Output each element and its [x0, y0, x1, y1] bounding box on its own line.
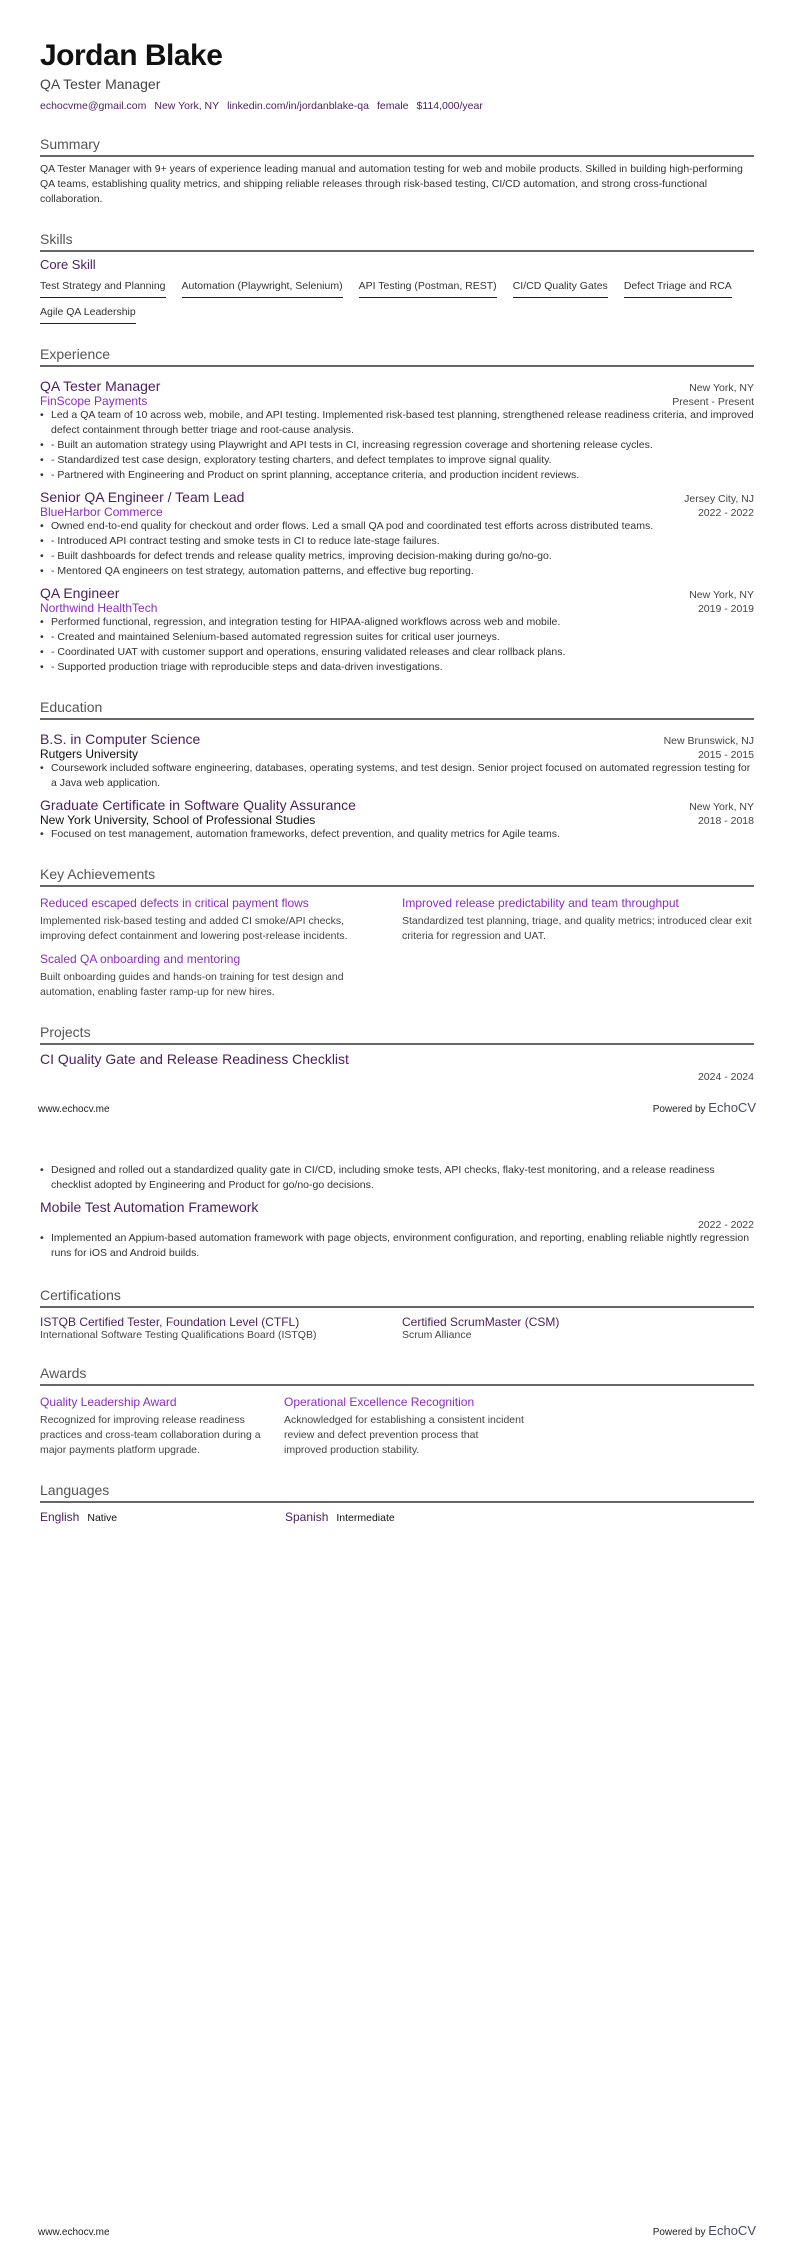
job-entry — [40, 483, 754, 579]
resume-page-2 — [0, 1123, 794, 2246]
achievement-title: Improved release predictability and team throughput — [402, 896, 679, 910]
education-bullet: • Focused on test management, automation frameworks, defect prevention, and quality metrics for Agile teams. — [40, 827, 754, 842]
language-item — [40, 1508, 285, 1526]
job-bullet: • - Built dashboards for defect trends and release quality metrics, improving decision-making during go/no-go. — [40, 549, 754, 564]
job-bullet: • - Built an automation strategy using Playwright and API tests in CI, increasing regression coverage and shortening release cycles. — [40, 438, 754, 453]
education-bullet: • Coursework included software engineering, databases, operating systems, and test design. Senior project focused on automated regression testing for a Java web application. — [40, 761, 754, 791]
achievement-desc: Standardized test planning, triage, and quality metrics; introduced clear exit criteria for regression and UAT. — [402, 915, 752, 942]
awards-section — [40, 1365, 754, 1458]
job-bullet: • - Supported production triage with reproducible steps and data-driven investigations. — [40, 660, 754, 675]
experience-section — [40, 346, 754, 675]
job-location: New York, NY — [689, 382, 754, 394]
page-footer — [38, 1100, 756, 1115]
projects-section — [40, 1024, 754, 1083]
language-item — [285, 1508, 530, 1526]
candidate-name: Jordan Blake — [40, 39, 223, 72]
certifications-section — [40, 1287, 754, 1341]
language-level: Intermediate — [336, 1512, 395, 1524]
skill-group-title: Core Skill — [40, 257, 96, 272]
job-bullet: • - Coordinated UAT with customer support and operations, ensuring validated releases and clear rollback plans. — [40, 645, 754, 660]
certification-name: ISTQB Certified Tester, Foundation Level (CTFL) — [40, 1315, 300, 1329]
contact-gender: female — [376, 100, 409, 112]
education-section — [40, 699, 754, 842]
project-title: Mobile Test Automation Framework — [40, 1199, 259, 1215]
section-heading: Skills — [40, 231, 754, 252]
skills-section — [40, 231, 754, 328]
company-name: BlueHarbor Commerce — [40, 505, 163, 519]
certification-issuer: International Software Testing Qualifications Board (ISTQB) — [40, 1329, 317, 1341]
job-title: QA Engineer — [40, 585, 120, 601]
school-location: New York, NY — [689, 801, 754, 813]
powered-by-label: Powered by — [652, 2227, 706, 2238]
contact-location: New York, NY — [154, 100, 220, 112]
education-dates: 2015 - 2015 — [697, 749, 754, 761]
certification-item — [40, 1313, 392, 1341]
project-bullet: • Implemented an Appium-based automation framework with page objects, environment configuration, and reporting, enabling reliable nightly regression runs for iOS and Android builds. — [40, 1231, 754, 1261]
company-name: Northwind HealthTech — [40, 601, 158, 615]
language-name: English — [40, 1510, 80, 1524]
skill-item: Defect Triage and RCA — [624, 276, 732, 298]
powered-by — [653, 1100, 756, 1115]
job-location: Jersey City, NJ — [684, 493, 754, 505]
contact-salary: $114,000/year — [416, 100, 483, 112]
project-bullet: • Designed and rolled out a standardized quality gate in CI/CD, including smoke tests, API checks, flaky-test monitoring, and a release readiness checklist adopted by Engineering and Product for go/no-go decisions. — [40, 1163, 754, 1193]
achievement-title: Reduced escaped defects in critical payment flows — [40, 896, 309, 910]
brand-logo: EchoCV — [708, 2223, 756, 2238]
project-dates: 2024 - 2024 — [697, 1071, 754, 1083]
powered-by-label: Powered by — [652, 1104, 706, 1115]
contact-line — [40, 100, 754, 112]
degree-title: Graduate Certificate in Software Quality Assurance — [40, 797, 356, 813]
education-dates: 2018 - 2018 — [697, 815, 754, 827]
education-entry — [40, 791, 754, 842]
job-location: New York, NY — [689, 589, 754, 601]
section-heading: Projects — [40, 1024, 754, 1045]
language-name: Spanish — [285, 1510, 329, 1524]
page-footer — [38, 2223, 756, 2238]
award-desc: Acknowledged for establishing a consistent incident review and defect prevention process that improved production stability. — [284, 1414, 524, 1456]
footer-site-link[interactable]: www.echocv.me — [38, 2227, 110, 2238]
contact-linkedin[interactable]: linkedin.com/in/jordanblake-qa — [227, 100, 369, 112]
skill-item: API Testing (Postman, REST) — [359, 276, 497, 298]
summary-section — [40, 136, 754, 207]
job-bullet: • - Introduced API contract testing and smoke tests in CI to reduce late-stage failures. — [40, 534, 754, 549]
brand-logo: EchoCV — [708, 1100, 756, 1115]
job-bullet: • Owned end-to-end quality for checkout and order flows. Led a small QA pod and coordinated test efforts across distributed teams. — [40, 519, 754, 534]
summary-text: QA Tester Manager with 9+ years of experience leading manual and automation testing for web and mobile products. Skilled in building high-performing QA teams, establishing quality metrics, and shipping reliable releases through risk-based testing, CI/CD automation, and strong cross-functional collaboration. — [40, 163, 743, 205]
skill-item: Automation (Playwright, Selenium) — [182, 276, 343, 298]
section-heading: Languages — [40, 1482, 754, 1503]
section-heading: Education — [40, 699, 754, 720]
achievement-desc: Implemented risk-based testing and added CI smoke/API checks, improving defect containment and lowering post-release incidents. — [40, 915, 348, 942]
project-title: CI Quality Gate and Release Readiness Checklist — [40, 1051, 349, 1067]
job-bullet: • Led a QA team of 10 across web, mobile, and API testing. Implemented risk-based test planning, strengthened release readiness criteria, and improved defect containment through better triage and root-cause analysis. — [40, 408, 754, 438]
job-entry — [40, 372, 754, 483]
section-heading: Certifications — [40, 1287, 754, 1308]
section-heading: Key Achievements — [40, 866, 754, 887]
degree-title: B.S. in Computer Science — [40, 731, 201, 747]
achievement-item — [40, 948, 392, 1000]
award-title: Operational Excellence Recognition — [284, 1395, 475, 1409]
school-name: Rutgers University — [40, 747, 139, 761]
job-dates: 2022 - 2022 — [697, 507, 754, 519]
job-bullet: • Performed functional, regression, and integration testing for HIPAA-aligned workflows across web and mobile. — [40, 615, 754, 630]
school-location: New Brunswick, NJ — [663, 735, 754, 747]
project-dates: 2022 - 2022 — [697, 1219, 754, 1231]
contact-email[interactable]: echocvme@gmail.com — [40, 100, 147, 112]
skill-item: CI/CD Quality Gates — [513, 276, 608, 298]
education-entry — [40, 725, 754, 791]
language-level: Native — [87, 1512, 118, 1524]
job-entry — [40, 579, 754, 675]
job-dates: 2019 - 2019 — [697, 603, 754, 615]
job-dates: Present - Present — [672, 396, 754, 408]
section-heading: Summary — [40, 136, 754, 157]
certification-name: Certified ScrumMaster (CSM) — [402, 1315, 560, 1329]
award-item — [284, 1391, 524, 1458]
achievement-item — [40, 892, 392, 944]
school-name: New York University, School of Professional Studies — [40, 813, 316, 827]
award-desc: Recognized for improving release readiness practices and cross-team collaboration during a major payments platform upgrade. — [40, 1414, 261, 1456]
job-bullet: • - Standardized test case design, exploratory testing charters, and defect templates to improve signal quality. — [40, 453, 754, 468]
achievement-title: Scaled QA onboarding and mentoring — [40, 952, 241, 966]
achievement-item — [402, 892, 754, 944]
section-heading: Experience — [40, 346, 754, 367]
job-title: QA Tester Manager — [40, 378, 161, 394]
certification-issuer: Scrum Alliance — [402, 1329, 472, 1341]
job-bullet: • - Created and maintained Selenium-based automated regression suites for critical user journeys. — [40, 630, 754, 645]
skill-item: Test Strategy and Planning — [40, 276, 166, 298]
certification-item — [402, 1313, 754, 1341]
section-heading: Awards — [40, 1365, 754, 1386]
job-bullet: • - Partnered with Engineering and Product on sprint planning, acceptance criteria, and production incident reviews. — [40, 468, 754, 483]
powered-by — [653, 2223, 756, 2238]
job-title: Senior QA Engineer / Team Lead — [40, 489, 245, 505]
skill-item: Agile QA Leadership — [40, 302, 136, 324]
award-title: Quality Leadership Award — [40, 1395, 177, 1409]
achievement-desc: Built onboarding guides and hands-on training for test design and automation, enabling faster ramp-up for new hires. — [40, 971, 344, 998]
candidate-title: QA Tester Manager — [40, 76, 161, 92]
footer-site-link[interactable]: www.echocv.me — [38, 1104, 110, 1115]
languages-section — [40, 1482, 754, 1526]
job-bullet: • - Mentored QA engineers on test strategy, automation patterns, and effective bug reporting. — [40, 564, 754, 579]
award-item — [40, 1391, 280, 1458]
achievements-section — [40, 866, 754, 1000]
company-name: FinScope Payments — [40, 394, 148, 408]
